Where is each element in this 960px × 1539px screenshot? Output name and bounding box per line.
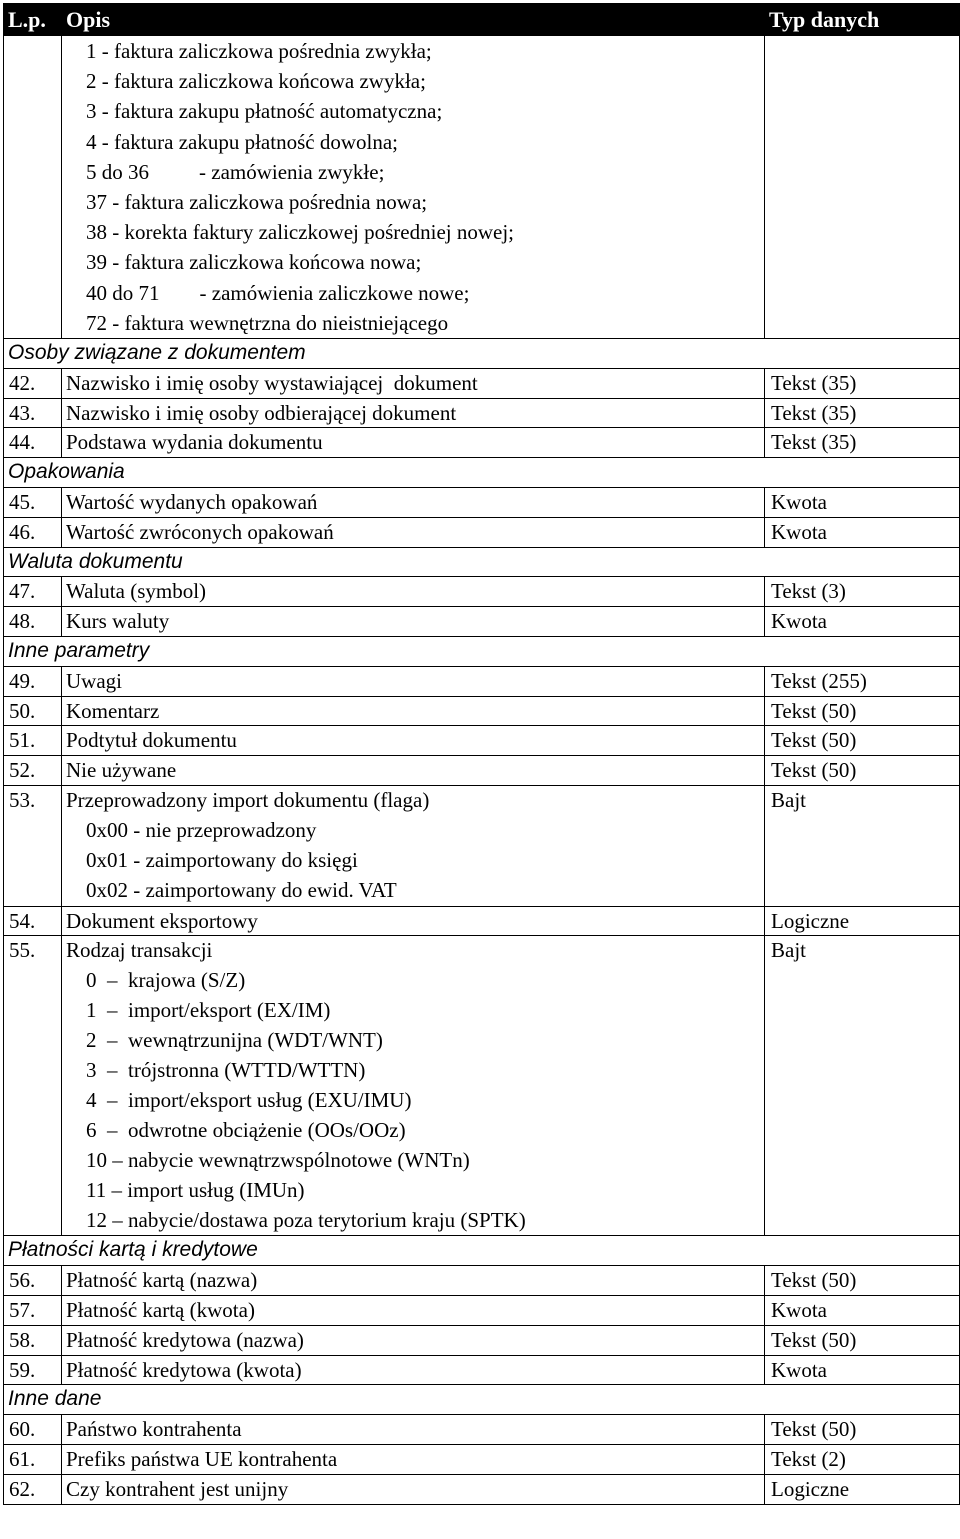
lp-cell: 56. — [4, 1266, 62, 1296]
opis-cell: Kurs waluty — [62, 607, 765, 637]
opis-cell: Państwo kontrahenta — [62, 1415, 765, 1445]
header-typ: Typ danych — [765, 4, 960, 36]
table-row — [4, 428, 960, 458]
opis-cell: Nazwisko i imię osoby odbierającej dokument — [62, 398, 765, 428]
lp-cell: 45. — [4, 488, 62, 518]
transaction-option: 3 – trójstronna (WTTD/WTTN) — [86, 1058, 366, 1083]
typ-cell: Kwota — [765, 607, 960, 637]
header-opis: Opis — [62, 4, 765, 36]
typ-cell: Kwota — [765, 488, 960, 518]
typ-cell: Logiczne — [765, 906, 960, 936]
transaction-option: 1 – import/eksport (EX/IM) — [86, 998, 331, 1023]
table-header-row — [4, 4, 960, 36]
table-row — [4, 1474, 960, 1504]
lp-cell: 62. — [4, 1474, 62, 1504]
table-row — [4, 906, 960, 936]
typ-cell: Tekst (2) — [765, 1445, 960, 1475]
typ-cell: Kwota — [765, 1296, 960, 1326]
transaction-option: 12 – nabycie/dostawa poza terytorium kraju (SPTK) — [86, 1207, 526, 1232]
code-item: 1 - faktura zaliczkowa pośrednia zwykła; — [86, 39, 432, 63]
opis-cell: Nazwisko i imię osoby wystawiającej dokument — [62, 368, 765, 398]
opis-cell: Uwagi — [62, 666, 765, 696]
table-row — [4, 696, 960, 726]
lp-cell: 54. — [4, 906, 62, 936]
table-row — [4, 756, 960, 786]
lp-cell — [4, 36, 62, 339]
lp-cell: 47. — [4, 577, 62, 607]
opis-cell: Czy kontrahent jest unijny — [62, 1474, 765, 1504]
flag-option: 0x02 - zaimportowany do ewid. VAT — [86, 877, 397, 902]
lp-cell: 52. — [4, 756, 62, 786]
header-lp: L.p. — [4, 4, 62, 36]
section-header-waluta: Waluta dokumentu — [4, 547, 960, 577]
opis-cell: Wartość wydanych opakowań — [62, 488, 765, 518]
lp-cell: 46. — [4, 517, 62, 547]
lp-cell: 51. — [4, 726, 62, 756]
typ-cell: Tekst (35) — [765, 368, 960, 398]
opis-cell — [62, 936, 765, 1236]
typ-cell: Logiczne — [765, 1474, 960, 1504]
table-row — [4, 398, 960, 428]
table-row — [4, 785, 960, 906]
typ-cell: Kwota — [765, 517, 960, 547]
opis-cell: Podtytuł dokumentu — [62, 726, 765, 756]
lp-cell: 43. — [4, 398, 62, 428]
typ-cell: Tekst (50) — [765, 696, 960, 726]
opis-cell: Podstawa wydania dokumentu — [62, 428, 765, 458]
opis-cell — [62, 785, 765, 906]
typ-cell: Tekst (50) — [765, 1325, 960, 1355]
table-row — [4, 36, 960, 339]
code-item: 3 - faktura zakupu płatność automatyczna; — [86, 99, 443, 124]
transaction-option: 11 – import usług (IMUn) — [86, 1177, 305, 1202]
opis-cell: Prefiks państwa UE kontrahenta — [62, 1445, 765, 1475]
lp-cell: 60. — [4, 1415, 62, 1445]
opis-cell: Nie używane — [62, 756, 765, 786]
opis-cell: Płatność kredytowa (nazwa) — [62, 1325, 765, 1355]
table-row — [4, 517, 960, 547]
section-header-inne-dane: Inne dane — [4, 1385, 960, 1415]
lp-cell: 49. — [4, 666, 62, 696]
table-row — [4, 1296, 960, 1326]
opis-cell: Płatność kredytowa (kwota) — [62, 1355, 765, 1385]
opis-cell: Waluta (symbol) — [62, 577, 765, 607]
table-row — [4, 1266, 960, 1296]
transaction-option: 6 – odwrotne obciążenie (OOs/OOz) — [86, 1117, 406, 1142]
data-structure-table — [3, 3, 960, 1505]
section-header-osoby: Osoby związane z dokumentem — [4, 339, 960, 369]
opis-text: Rodzaj transakcji — [66, 938, 213, 963]
lp-cell: 58. — [4, 1325, 62, 1355]
lp-cell: 55. — [4, 936, 62, 1236]
table-row — [4, 726, 960, 756]
table-row — [4, 666, 960, 696]
typ-cell: Tekst (50) — [765, 1415, 960, 1445]
table-row — [4, 1325, 960, 1355]
lp-cell: 42. — [4, 368, 62, 398]
typ-cell — [765, 36, 960, 339]
typ-cell: Tekst (50) — [765, 756, 960, 786]
table-row — [4, 936, 960, 1236]
code-item: 39 - faktura zaliczkowa końcowa nowa; — [86, 250, 422, 275]
code-item: 5 do 36 - zamówienia zwykłe; — [86, 159, 385, 184]
transaction-option: 2 – wewnątrzunijna (WDT/WNT) — [86, 1028, 383, 1053]
code-item: 40 do 71 - zamówienia zaliczkowe nowe; — [86, 280, 470, 305]
section-header-opakowania: Opakowania — [4, 458, 960, 488]
lp-cell: 44. — [4, 428, 62, 458]
opis-cell: Komentarz — [62, 696, 765, 726]
typ-cell: Tekst (35) — [765, 428, 960, 458]
typ-cell: Tekst (255) — [765, 666, 960, 696]
lp-cell: 61. — [4, 1445, 62, 1475]
code-item: 72 - faktura wewnętrzna do nieistniejącego — [86, 310, 449, 335]
table-row — [4, 577, 960, 607]
typ-cell: Kwota — [765, 1355, 960, 1385]
opis-cell: Płatność kartą (nazwa) — [62, 1266, 765, 1296]
typ-cell: Bajt — [765, 936, 960, 1236]
doc-type-code-list — [62, 36, 765, 339]
lp-cell: 53. — [4, 785, 62, 906]
code-item: 2 - faktura zaliczkowa końcowa zwykła; — [86, 69, 426, 94]
table-row — [4, 607, 960, 637]
transaction-option: 4 – import/eksport usług (EXU/IMU) — [86, 1087, 412, 1112]
typ-cell: Tekst (35) — [765, 398, 960, 428]
table-row — [4, 368, 960, 398]
opis-text: Przeprowadzony import dokumentu (flaga) — [66, 787, 430, 812]
opis-cell: Dokument eksportowy — [62, 906, 765, 936]
table-row — [4, 1445, 960, 1475]
flag-option: 0x00 - nie przeprowadzony — [86, 817, 317, 842]
lp-cell: 48. — [4, 607, 62, 637]
code-item: 37 - faktura zaliczkowa pośrednia nowa; — [86, 190, 428, 215]
typ-cell: Tekst (50) — [765, 726, 960, 756]
code-item: 4 - faktura zakupu płatność dowolna; — [86, 129, 398, 154]
transaction-option: 0 – krajowa (S/Z) — [86, 968, 246, 993]
flag-option: 0x01 - zaimportowany do księgi — [86, 847, 358, 872]
lp-cell: 57. — [4, 1296, 62, 1326]
table-row — [4, 1415, 960, 1445]
lp-cell: 59. — [4, 1355, 62, 1385]
typ-cell: Tekst (50) — [765, 1266, 960, 1296]
table-row — [4, 1355, 960, 1385]
code-item: 38 - korekta faktury zaliczkowej pośredniej nowej; — [86, 220, 515, 245]
typ-cell: Bajt — [765, 785, 960, 906]
section-header-platnosci: Płatności kartą i kredytowe — [4, 1236, 960, 1266]
table-row — [4, 488, 960, 518]
opis-cell: Płatność kartą (kwota) — [62, 1296, 765, 1326]
section-header-inne-parametry: Inne parametry — [4, 637, 960, 667]
lp-cell: 50. — [4, 696, 62, 726]
opis-cell: Wartość zwróconych opakowań — [62, 517, 765, 547]
typ-cell: Tekst (3) — [765, 577, 960, 607]
transaction-option: 10 – nabycie wewnątrzwspólnotowe (WNTn) — [86, 1147, 470, 1172]
